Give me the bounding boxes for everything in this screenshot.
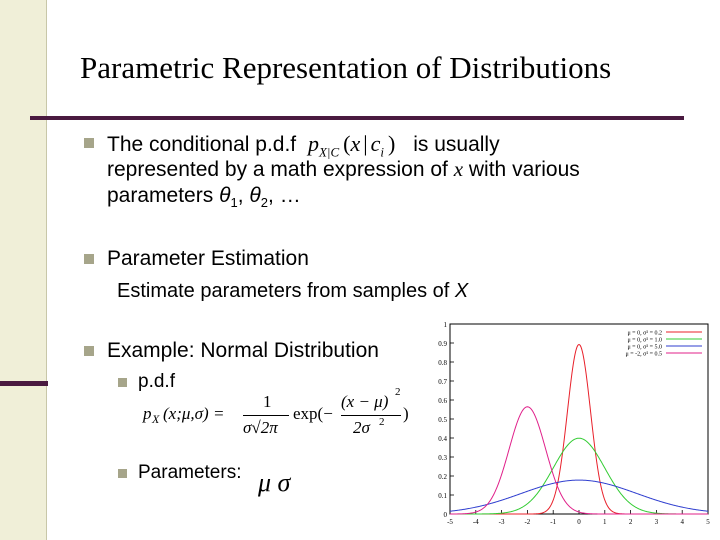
pdf-sub-label: p.d.f [138, 371, 175, 392]
fraction-line [243, 415, 289, 416]
series-line [450, 345, 708, 514]
sidebar-decoration [0, 0, 46, 540]
y-tick-label: 0.7 [438, 378, 447, 386]
x-tick-label: -2 [524, 518, 531, 526]
series-line [450, 480, 708, 511]
bullet1-var-x: x [453, 157, 464, 181]
legend-label: μ = 0, σ² = 0.2 [627, 330, 662, 337]
bullet1-tail: is usually [413, 133, 500, 156]
y-tick-label: 0.6 [438, 397, 447, 405]
y-tick-label: 1 [443, 321, 447, 329]
bullet1-line3-a: parameters [107, 184, 214, 207]
sidebar-border [46, 0, 47, 540]
bullet-marker [84, 138, 94, 148]
fraction-line-2 [341, 415, 401, 416]
series-line [450, 407, 708, 514]
theta-1-sub: 1 [230, 195, 238, 211]
normal-pdf-formula [143, 386, 423, 442]
theta-sep: , [237, 184, 244, 207]
legend-label: μ = 0, σ² = 5.0 [627, 344, 662, 351]
conditional-pdf-formula [307, 131, 396, 160]
formula-num2: (x − μ) [341, 392, 389, 411]
params-sub-label: Parameters: [138, 462, 242, 483]
y-tick-label: 0.8 [438, 359, 447, 367]
x-tick-label: -5 [447, 518, 453, 526]
y-tick-label: 0.2 [438, 473, 447, 481]
x-tick-label: 2 [628, 518, 633, 526]
theta-2: θ [249, 184, 261, 207]
bullet1-line2-a: represented by a math expression of [107, 158, 448, 181]
bullet1-lead: The conditional p.d.f [107, 133, 297, 156]
normal-distribution-chart [428, 318, 718, 528]
pdf-subscript: X|C [318, 144, 340, 160]
bullet1-line2-b: with various [468, 158, 580, 181]
pdf-bar: | [363, 131, 368, 156]
x-tick-label: -1 [550, 518, 557, 526]
formula-exp: exp(− [293, 404, 333, 423]
bullet-marker [84, 346, 94, 356]
sub-bullet-marker [118, 469, 127, 478]
x-tick-label: 4 [680, 518, 684, 526]
x-tick-label: 3 [654, 518, 659, 526]
accent-bar [0, 381, 48, 386]
pdf-c: c [370, 131, 381, 156]
slide-title: Parametric Representation of Distributions [80, 50, 612, 85]
formula-sq2: 2 [379, 416, 385, 428]
paren-close: ) [388, 131, 396, 156]
paren-open: ( [343, 131, 351, 156]
x-tick-label: 1 [603, 518, 607, 526]
x-tick-label: 5 [706, 518, 710, 526]
bullet1-line2 [107, 157, 580, 182]
bullet-marker [84, 254, 94, 264]
pdf-p: p [307, 131, 319, 156]
bullet2-detail-text: Estimate parameters from samples of [117, 280, 450, 302]
y-tick-label: 0.5 [438, 416, 447, 424]
title-underline [30, 116, 684, 120]
formula-sq1: 2 [395, 386, 401, 398]
bullet1-line3 [107, 184, 301, 215]
x-tick-label: -3 [498, 518, 505, 526]
bullet2-label: Parameter Estimation [107, 247, 309, 270]
formula-p: p [143, 404, 152, 423]
formula-close: ) [403, 404, 409, 423]
bullet2-var-X: X [454, 280, 469, 302]
y-tick-label: 0 [443, 511, 447, 519]
formula-args: (x;μ,σ) = [163, 404, 225, 423]
pdf-c-subscript: i [380, 144, 385, 160]
bullet3-label: Example: Normal Distribution [107, 339, 379, 362]
pdf-x: x [350, 131, 361, 156]
bullet2-detail [117, 279, 468, 303]
sub-bullet-marker [118, 378, 127, 387]
formula-numerator: 1 [263, 392, 272, 411]
theta-2-sub: 2 [260, 195, 269, 211]
params-symbols: μ σ [258, 468, 291, 497]
formula-den2: 2σ [353, 418, 370, 437]
legend-label: μ = 0, σ² = 1.0 [627, 337, 662, 344]
legend-label: μ = -2, σ² = 0.5 [625, 351, 662, 358]
theta-ellipsis: , … [268, 184, 301, 207]
y-tick-label: 0.3 [438, 454, 447, 462]
y-tick-label: 0.1 [438, 492, 447, 500]
theta-1: θ [219, 184, 231, 207]
formula-denominator: σ√2π [243, 418, 278, 437]
x-tick-label: 0 [577, 518, 581, 526]
y-tick-label: 0.9 [438, 340, 447, 348]
y-tick-label: 0.4 [438, 435, 447, 443]
formula-p-sub: X [152, 412, 160, 426]
x-tick-label: -4 [472, 518, 479, 526]
